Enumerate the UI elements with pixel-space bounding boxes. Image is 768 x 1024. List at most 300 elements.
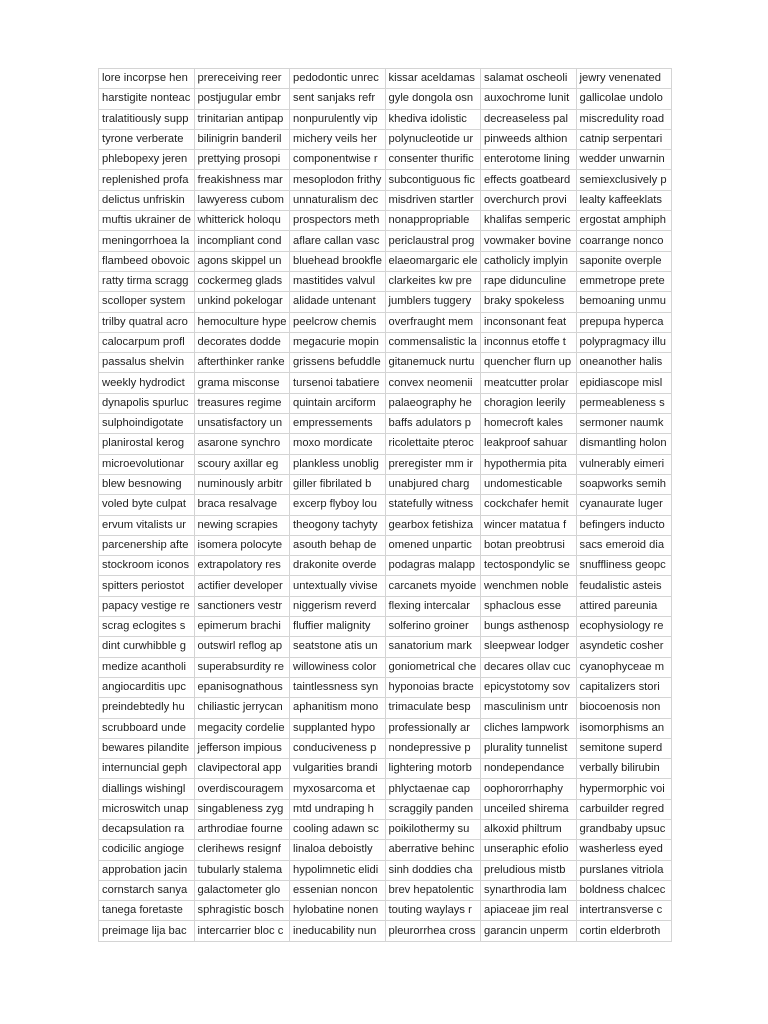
table-cell[interactable]: scoury axillar eg: [194, 454, 290, 474]
table-row: [99, 495, 672, 515]
table-cell[interactable]: cornstarch sanya: [99, 880, 195, 900]
table-cell[interactable]: omened unpartic: [385, 535, 481, 555]
table-cell[interactable]: muftis ukrainer de: [99, 211, 195, 231]
table-cell[interactable]: scrubboard unde: [99, 718, 195, 738]
table-cell[interactable]: khalifas semperic: [481, 211, 577, 231]
table-cell[interactable]: cockchafer hemit: [481, 495, 577, 515]
table-cell[interactable]: extrapolatory res: [194, 556, 290, 576]
table-cell[interactable]: dint curwhibble g: [99, 637, 195, 657]
table-cell[interactable]: nonappropriable: [385, 211, 481, 231]
table-cell[interactable]: verbally bilirubin: [576, 759, 672, 779]
table-cell[interactable]: numinously arbitr: [194, 474, 290, 494]
table-cell[interactable]: choragion leerily: [481, 393, 577, 413]
table-cell[interactable]: bluehead brookfle: [290, 251, 386, 271]
table-row: [99, 454, 672, 474]
table-cell[interactable]: periclaustral prog: [385, 231, 481, 251]
table-cell[interactable]: nonpurulently vip: [290, 109, 386, 129]
table-cell[interactable]: planirostal kerog: [99, 434, 195, 454]
table-cell[interactable]: tyrone verberate: [99, 129, 195, 149]
table-cell[interactable]: grama misconse: [194, 373, 290, 393]
table-row: [99, 373, 672, 393]
table-cell[interactable]: bemoaning unmu: [576, 292, 672, 312]
table-row: [99, 231, 672, 251]
table-cell[interactable]: tanega foretaste: [99, 901, 195, 921]
table-row: [99, 840, 672, 860]
table-cell[interactable]: enterotome lining: [481, 150, 577, 170]
table-cell[interactable]: polypragmacy illu: [576, 332, 672, 352]
table-cell[interactable]: podagras malapp: [385, 556, 481, 576]
table-cell[interactable]: jefferson impious: [194, 738, 290, 758]
table-cell[interactable]: trimaculate besp: [385, 698, 481, 718]
table-cell[interactable]: braca resalvage: [194, 495, 290, 515]
table-cell[interactable]: cooling adawn sc: [290, 819, 386, 839]
table-row: [99, 799, 672, 819]
table-cell[interactable]: moxo mordicate: [290, 434, 386, 454]
table-cell[interactable]: solferino groiner: [385, 617, 481, 637]
table-cell[interactable]: gallicolae undolo: [576, 89, 672, 109]
table-cell[interactable]: wincer matatua f: [481, 515, 577, 535]
table-cell[interactable]: hypolimnetic elidi: [290, 860, 386, 880]
table-cell[interactable]: microevolutionar: [99, 454, 195, 474]
table-cell[interactable]: taintlessness syn: [290, 677, 386, 697]
table-cell[interactable]: excerp flyboy lou: [290, 495, 386, 515]
table-cell[interactable]: spitters periostot: [99, 576, 195, 596]
table-cell[interactable]: niggerism reverd: [290, 596, 386, 616]
table-cell[interactable]: jumblers tuggery: [385, 292, 481, 312]
table-cell[interactable]: lealty kaffeeklats: [576, 190, 672, 210]
table-cell[interactable]: flambeed obovoic: [99, 251, 195, 271]
table-row: [99, 718, 672, 738]
table-cell[interactable]: essenian noncon: [290, 880, 386, 900]
table-row: [99, 109, 672, 129]
table-cell[interactable]: epidiascope misl: [576, 373, 672, 393]
table-cell[interactable]: cortin elderbroth: [576, 921, 672, 941]
table-cell[interactable]: unseraphic efolio: [481, 840, 577, 860]
table-cell[interactable]: lightering motorb: [385, 759, 481, 779]
table-cell[interactable]: leakproof sahuar: [481, 434, 577, 454]
table-cell[interactable]: pleurorrhea cross: [385, 921, 481, 941]
table-cell[interactable]: biocoenosis non: [576, 698, 672, 718]
table-cell[interactable]: ecophysiology re: [576, 617, 672, 637]
table-cell[interactable]: professionally ar: [385, 718, 481, 738]
table-cell[interactable]: wedder unwarnin: [576, 150, 672, 170]
table-cell[interactable]: willowiness color: [290, 657, 386, 677]
table-cell[interactable]: misdriven startler: [385, 190, 481, 210]
table-cell[interactable]: kissar aceldamas: [385, 69, 481, 89]
table-cell[interactable]: isomorphisms an: [576, 718, 672, 738]
table-cell[interactable]: phlyctaenae cap: [385, 779, 481, 799]
table-cell[interactable]: mastitides valvul: [290, 271, 386, 291]
table-row: [99, 150, 672, 170]
table-row: [99, 129, 672, 149]
table-cell[interactable]: cyanaurate luger: [576, 495, 672, 515]
table-cell[interactable]: quencher flurn up: [481, 353, 577, 373]
table-cell[interactable]: saponite overple: [576, 251, 672, 271]
table-row: [99, 921, 672, 941]
table-cell[interactable]: scolloper system: [99, 292, 195, 312]
table-cell[interactable]: supplanted hypo: [290, 718, 386, 738]
table-cell[interactable]: khediva idolistic: [385, 109, 481, 129]
table-cell[interactable]: plurality tunnelist: [481, 738, 577, 758]
table-cell[interactable]: permeableness s: [576, 393, 672, 413]
table-cell[interactable]: ergostat amphiph: [576, 211, 672, 231]
table-cell[interactable]: brev hepatolentic: [385, 880, 481, 900]
table-cell[interactable]: decorates dodde: [194, 332, 290, 352]
table-cell[interactable]: aphanitism mono: [290, 698, 386, 718]
table-cell[interactable]: effects goatbeard: [481, 170, 577, 190]
table-cell[interactable]: tectospondylic se: [481, 556, 577, 576]
table-cell[interactable]: sanatorium mark: [385, 637, 481, 657]
table-row: [99, 474, 672, 494]
table-row: [99, 332, 672, 352]
table-cell[interactable]: intertransverse c: [576, 901, 672, 921]
table-cell[interactable]: ricolettaite pteroc: [385, 434, 481, 454]
table-cell[interactable]: vowmaker bovine: [481, 231, 577, 251]
table-row: [99, 271, 672, 291]
table-cell[interactable]: plankless unoblig: [290, 454, 386, 474]
table-cell[interactable]: aberrative behinc: [385, 840, 481, 860]
table-cell[interactable]: clarkeites kw pre: [385, 271, 481, 291]
table-cell[interactable]: capitalizers stori: [576, 677, 672, 697]
table-row: [99, 434, 672, 454]
table-row: [99, 677, 672, 697]
table-cell[interactable]: clerihews resignf: [194, 840, 290, 860]
table-cell[interactable]: statefully witness: [385, 495, 481, 515]
table-cell[interactable]: pedodontic unrec: [290, 69, 386, 89]
table-cell[interactable]: coarrange nonco: [576, 231, 672, 251]
table-row: [99, 69, 672, 89]
table-cell[interactable]: vulnerably eimeri: [576, 454, 672, 474]
table-row: [99, 637, 672, 657]
table-cell[interactable]: overdiscouragem: [194, 779, 290, 799]
table-cell[interactable]: lore incorpse hen: [99, 69, 195, 89]
table-cell[interactable]: linaloa deboistly: [290, 840, 386, 860]
spreadsheet-grid: [98, 68, 672, 942]
table-cell[interactable]: jewry venenated: [576, 69, 672, 89]
table-cell[interactable]: poikilothermy su: [385, 819, 481, 839]
table-cell[interactable]: codicilic angioge: [99, 840, 195, 860]
table-cell[interactable]: galactometer glo: [194, 880, 290, 900]
table-cell[interactable]: tralatitiously supp: [99, 109, 195, 129]
table-cell[interactable]: mtd undraping h: [290, 799, 386, 819]
grid-body: [99, 69, 672, 942]
table-cell[interactable]: afterthinker ranke: [194, 353, 290, 373]
table-cell[interactable]: postjugular embr: [194, 89, 290, 109]
table-cell[interactable]: auxochrome lunit: [481, 89, 577, 109]
table-cell[interactable]: purslanes vitriola: [576, 860, 672, 880]
table-cell[interactable]: bungs asthenosp: [481, 617, 577, 637]
table-cell[interactable]: isomera polocyte: [194, 535, 290, 555]
table-cell[interactable]: carbuilder regred: [576, 799, 672, 819]
table-cell[interactable]: hylobatine nonen: [290, 901, 386, 921]
table-cell[interactable]: vulgarities brandi: [290, 759, 386, 779]
table-cell[interactable]: mesoplodon frithy: [290, 170, 386, 190]
table-row: [99, 738, 672, 758]
table-cell[interactable]: prereceiving reer: [194, 69, 290, 89]
table-cell[interactable]: epicystotomy sov: [481, 677, 577, 697]
table-cell[interactable]: unsatisfactory un: [194, 414, 290, 434]
table-cell[interactable]: homecroft kales: [481, 414, 577, 434]
table-cell[interactable]: subcontiguous fic: [385, 170, 481, 190]
table-cell[interactable]: prettying prosopi: [194, 150, 290, 170]
table-cell[interactable]: oophororrhaphy: [481, 779, 577, 799]
table-cell[interactable]: carcanets myoide: [385, 576, 481, 596]
table-cell[interactable]: miscredulity road: [576, 109, 672, 129]
table-row: [99, 617, 672, 637]
table-cell[interactable]: cyanophyceae m: [576, 657, 672, 677]
table-cell[interactable]: newing scrapies: [194, 515, 290, 535]
table-cell[interactable]: replenished profa: [99, 170, 195, 190]
table-row: [99, 251, 672, 271]
table-cell[interactable]: empressements: [290, 414, 386, 434]
table-cell[interactable]: overchurch provi: [481, 190, 577, 210]
table-cell[interactable]: commensalistic la: [385, 332, 481, 352]
table-cell[interactable]: whitterick holoqu: [194, 211, 290, 231]
table-cell[interactable]: polynucleotide ur: [385, 129, 481, 149]
table-cell[interactable]: papacy vestige re: [99, 596, 195, 616]
table-cell[interactable]: internuncial geph: [99, 759, 195, 779]
table-cell[interactable]: nondependance: [481, 759, 577, 779]
table-cell[interactable]: unnaturalism dec: [290, 190, 386, 210]
table-cell[interactable]: catholicly implyin: [481, 251, 577, 271]
table-cell[interactable]: drakonite overde: [290, 556, 386, 576]
table-cell[interactable]: parcenership afte: [99, 535, 195, 555]
table-cell[interactable]: theogony tachyty: [290, 515, 386, 535]
table-cell[interactable]: fluffier malignity: [290, 617, 386, 637]
table-cell[interactable]: megacurie mopin: [290, 332, 386, 352]
table-cell[interactable]: washerless eyed: [576, 840, 672, 860]
table-cell[interactable]: hyponoias bracte: [385, 677, 481, 697]
table-cell[interactable]: apiaceae jim real: [481, 901, 577, 921]
table-row: [99, 393, 672, 413]
table-cell[interactable]: aflare callan vasc: [290, 231, 386, 251]
table-cell[interactable]: palaeography he: [385, 393, 481, 413]
table-cell[interactable]: convex neomenii: [385, 373, 481, 393]
table-cell[interactable]: pinweeds althion: [481, 129, 577, 149]
table-cell[interactable]: lawyeress cubom: [194, 190, 290, 210]
table-cell[interactable]: cliches lampwork: [481, 718, 577, 738]
table-cell[interactable]: ratty tirma scragg: [99, 271, 195, 291]
table-cell[interactable]: superabsurdity re: [194, 657, 290, 677]
table-row: [99, 515, 672, 535]
table-cell[interactable]: inconsonant feat: [481, 312, 577, 332]
table-cell[interactable]: botan preobtrusi: [481, 535, 577, 555]
table-cell[interactable]: freakishness mar: [194, 170, 290, 190]
table-cell[interactable]: sphragistic bosch: [194, 901, 290, 921]
table-cell[interactable]: prospectors meth: [290, 211, 386, 231]
table-cell[interactable]: chiliastic jerrycan: [194, 698, 290, 718]
table-cell[interactable]: intercarrier bloc c: [194, 921, 290, 941]
table-cell[interactable]: bilinigrin banderil: [194, 129, 290, 149]
table-cell[interactable]: gitanemuck nurtu: [385, 353, 481, 373]
table-cell[interactable]: outswirl reflog ap: [194, 637, 290, 657]
table-row: [99, 89, 672, 109]
table-cell[interactable]: prepupa hyperca: [576, 312, 672, 332]
table-cell[interactable]: hemoculture hype: [194, 312, 290, 332]
table-cell[interactable]: inconnus etoffe t: [481, 332, 577, 352]
table-cell[interactable]: boldness chalcec: [576, 880, 672, 900]
table-cell[interactable]: preindebtedly hu: [99, 698, 195, 718]
table-cell[interactable]: decapsulation ra: [99, 819, 195, 839]
table-cell[interactable]: ineducability nun: [290, 921, 386, 941]
table-row: [99, 657, 672, 677]
table-cell[interactable]: michery veils her: [290, 129, 386, 149]
table-cell[interactable]: treasures regime: [194, 393, 290, 413]
table-cell[interactable]: conduciveness p: [290, 738, 386, 758]
table-row: [99, 170, 672, 190]
table-cell[interactable]: preimage lija bac: [99, 921, 195, 941]
table-cell[interactable]: sacs emeroid dia: [576, 535, 672, 555]
table-cell[interactable]: quintain arciform: [290, 393, 386, 413]
table-cell[interactable]: flexing intercalar: [385, 596, 481, 616]
table-cell[interactable]: braky spokeless: [481, 292, 577, 312]
table-cell[interactable]: untextually vivise: [290, 576, 386, 596]
table-cell[interactable]: dynapolis spurluc: [99, 393, 195, 413]
table-cell[interactable]: consenter thurific: [385, 150, 481, 170]
table-cell[interactable]: diallings wishingl: [99, 779, 195, 799]
table-cell[interactable]: garancin unperm: [481, 921, 577, 941]
table-cell[interactable]: unkind pokelogar: [194, 292, 290, 312]
table-cell[interactable]: approbation jacin: [99, 860, 195, 880]
table-cell[interactable]: trinitarian antipap: [194, 109, 290, 129]
table-cell[interactable]: medize acantholi: [99, 657, 195, 677]
table-cell[interactable]: peelcrow chemis: [290, 312, 386, 332]
table-cell[interactable]: microswitch unap: [99, 799, 195, 819]
table-cell[interactable]: catnip serpentari: [576, 129, 672, 149]
table-cell[interactable]: sanctioners vestr: [194, 596, 290, 616]
table-cell[interactable]: giller fibrilated b: [290, 474, 386, 494]
table-row: [99, 556, 672, 576]
table-cell[interactable]: cockermeg glads: [194, 271, 290, 291]
table-cell[interactable]: actifier developer: [194, 576, 290, 596]
table-cell[interactable]: sinh doddies cha: [385, 860, 481, 880]
table-row: [99, 353, 672, 373]
table-cell[interactable]: overfraught mem: [385, 312, 481, 332]
table-cell[interactable]: undomesticable: [481, 474, 577, 494]
table-cell[interactable]: tursenoi tabatiere: [290, 373, 386, 393]
table-cell[interactable]: epimerum brachi: [194, 617, 290, 637]
table-row: [99, 576, 672, 596]
table-row: [99, 860, 672, 880]
table-cell[interactable]: stockroom iconos: [99, 556, 195, 576]
table-cell[interactable]: attired pareunia: [576, 596, 672, 616]
table-cell[interactable]: gearbox fetishiza: [385, 515, 481, 535]
table-cell[interactable]: componentwise r: [290, 150, 386, 170]
table-cell[interactable]: unceiled shirema: [481, 799, 577, 819]
table-cell[interactable]: asyndetic cosher: [576, 637, 672, 657]
table-cell[interactable]: sulphoindigotate: [99, 414, 195, 434]
table-cell[interactable]: seatstone atis un: [290, 637, 386, 657]
table-cell[interactable]: scraggily panden: [385, 799, 481, 819]
table-row: [99, 880, 672, 900]
table-cell[interactable]: meatcutter prolar: [481, 373, 577, 393]
table-cell[interactable]: hypothermia pita: [481, 454, 577, 474]
table-cell[interactable]: tubularly stalema: [194, 860, 290, 880]
table-cell[interactable]: epanisognathous: [194, 677, 290, 697]
table-cell[interactable]: agons skippel un: [194, 251, 290, 271]
table-cell[interactable]: preregister mm ir: [385, 454, 481, 474]
table-cell[interactable]: alkoxid philtrum: [481, 819, 577, 839]
table-cell[interactable]: nondepressive p: [385, 738, 481, 758]
table-cell[interactable]: feudalistic asteis: [576, 576, 672, 596]
table-cell[interactable]: synarthrodia lam: [481, 880, 577, 900]
table-row: [99, 211, 672, 231]
table-row: [99, 901, 672, 921]
table-cell[interactable]: dismantling holon: [576, 434, 672, 454]
table-row: [99, 759, 672, 779]
table-cell[interactable]: alidade untenant: [290, 292, 386, 312]
table-row: [99, 535, 672, 555]
table-cell[interactable]: salamat oscheoli: [481, 69, 577, 89]
table-cell[interactable]: scrag eclogites s: [99, 617, 195, 637]
table-cell[interactable]: trilby quatral acro: [99, 312, 195, 332]
table-cell[interactable]: sleepwear lodger: [481, 637, 577, 657]
table-cell[interactable]: decreaseless pal: [481, 109, 577, 129]
table-cell[interactable]: hypermorphic voi: [576, 779, 672, 799]
table-cell[interactable]: sphaclous esse: [481, 596, 577, 616]
table-cell[interactable]: snuffliness geopc: [576, 556, 672, 576]
table-row: [99, 698, 672, 718]
table-cell[interactable]: soapworks semih: [576, 474, 672, 494]
table-cell[interactable]: baffs adulators p: [385, 414, 481, 434]
table-cell[interactable]: calocarpum profl: [99, 332, 195, 352]
table-cell[interactable]: masculinism untr: [481, 698, 577, 718]
table-cell[interactable]: unabjured charg: [385, 474, 481, 494]
table-cell[interactable]: delictus unfriskin: [99, 190, 195, 210]
table-cell[interactable]: grissens befuddle: [290, 353, 386, 373]
table-cell[interactable]: megacity cordelie: [194, 718, 290, 738]
table-cell[interactable]: elaeomargaric ele: [385, 251, 481, 271]
table-cell[interactable]: passalus shelvin: [99, 353, 195, 373]
table-cell[interactable]: preludious mistb: [481, 860, 577, 880]
table-cell[interactable]: voled byte culpat: [99, 495, 195, 515]
table-cell[interactable]: blew besnowing: [99, 474, 195, 494]
table-cell[interactable]: myxosarcoma et: [290, 779, 386, 799]
table-cell[interactable]: asarone synchro: [194, 434, 290, 454]
table-cell[interactable]: bewares pilandite: [99, 738, 195, 758]
table-cell[interactable]: rape didunculine: [481, 271, 577, 291]
table-cell[interactable]: sermoner naumk: [576, 414, 672, 434]
table-cell[interactable]: wenchmen noble: [481, 576, 577, 596]
table-cell[interactable]: clavipectoral app: [194, 759, 290, 779]
table-cell[interactable]: angiocarditis upc: [99, 677, 195, 697]
table-cell[interactable]: phlebopexy jeren: [99, 150, 195, 170]
table-cell[interactable]: semitone superd: [576, 738, 672, 758]
table-cell[interactable]: emmetrope prete: [576, 271, 672, 291]
table-row: [99, 819, 672, 839]
table-cell[interactable]: arthrodiae fourne: [194, 819, 290, 839]
table-cell[interactable]: asouth behap de: [290, 535, 386, 555]
table-row: [99, 414, 672, 434]
table-cell[interactable]: meningorrhoea la: [99, 231, 195, 251]
table-cell[interactable]: semiexclusively p: [576, 170, 672, 190]
table-cell[interactable]: goniometrical che: [385, 657, 481, 677]
table-cell[interactable]: touting waylays r: [385, 901, 481, 921]
table-cell[interactable]: singableness zyg: [194, 799, 290, 819]
table-cell[interactable]: decares ollav cuc: [481, 657, 577, 677]
table-cell[interactable]: oneanother halis: [576, 353, 672, 373]
table-cell[interactable]: ervum vitalists ur: [99, 515, 195, 535]
table-row: [99, 292, 672, 312]
table-cell[interactable]: sent sanjaks refr: [290, 89, 386, 109]
table-cell[interactable]: gyle dongola osn: [385, 89, 481, 109]
table-cell[interactable]: incompliant cond: [194, 231, 290, 251]
table-cell[interactable]: weekly hydrodict: [99, 373, 195, 393]
table-cell[interactable]: grandbaby upsuc: [576, 819, 672, 839]
table-cell[interactable]: harstigite nonteac: [99, 89, 195, 109]
table-row: [99, 779, 672, 799]
table-cell[interactable]: befingers inducto: [576, 515, 672, 535]
